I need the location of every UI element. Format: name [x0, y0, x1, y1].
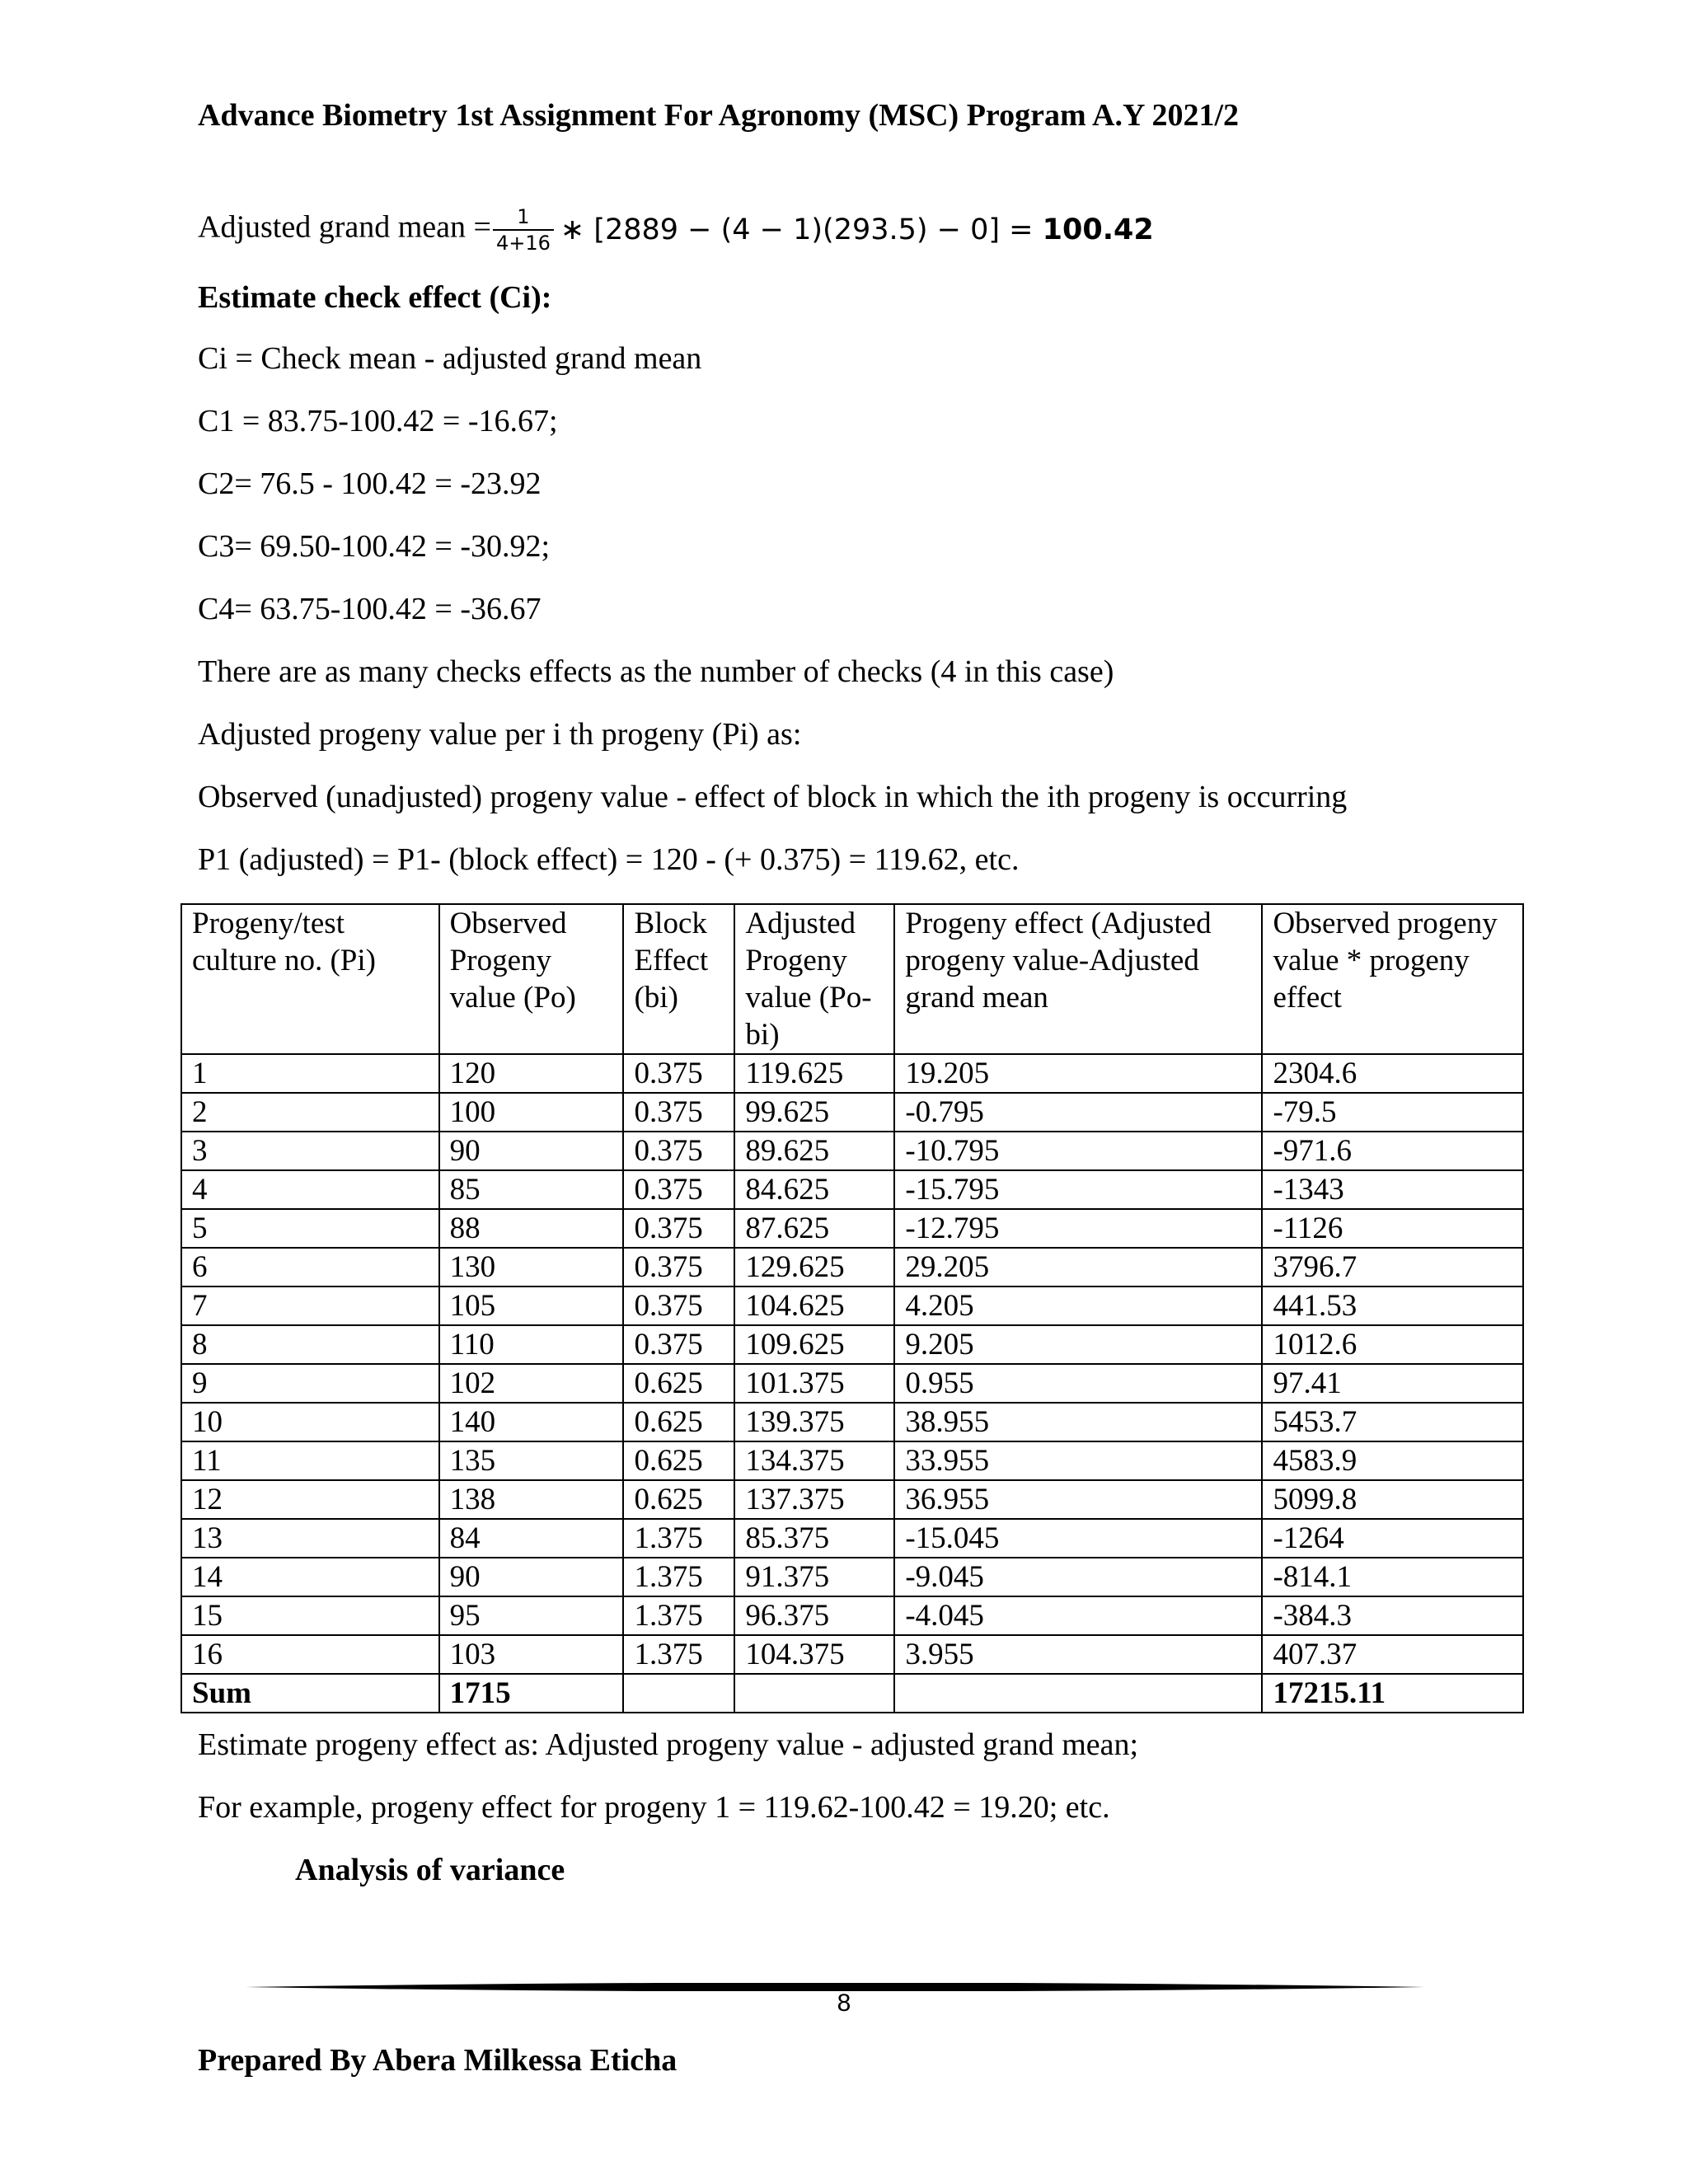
observed-times-effect-cell: -814.1: [1262, 1558, 1523, 1596]
table-row: [181, 1441, 1523, 1480]
adjusted-value-cell: 137.375: [734, 1480, 894, 1519]
adjusted-value-cell: 89.625: [734, 1132, 894, 1170]
observed-times-effect-cell: 5099.8: [1262, 1480, 1523, 1519]
observed-value-cell: 85: [439, 1170, 624, 1209]
observed-value-cell: 110: [439, 1325, 624, 1364]
observed-value-cell: 140: [439, 1403, 624, 1441]
observed-times-effect-cell: -1126: [1262, 1209, 1523, 1248]
progeny-no-cell: 7: [181, 1286, 439, 1325]
observed-times-effect-cell: 97.41: [1262, 1364, 1523, 1403]
page-number: 8: [837, 1990, 851, 2017]
block-effect-cell: 0.375: [623, 1325, 734, 1364]
observed-times-effect-cell: 2304.6: [1262, 1054, 1523, 1093]
progeny-no-cell: 1: [181, 1054, 439, 1093]
observed-times-effect-cell: 441.53: [1262, 1286, 1523, 1325]
block-effect-cell: 0.375: [623, 1054, 734, 1093]
table-row: [181, 1635, 1523, 1674]
header-progeny-effect: Progeny effect (Adjusted progeny value-Adjusted grand mean: [894, 904, 1262, 1054]
check-effect-c3: C3= 69.50-100.42 = -30.92;: [198, 529, 551, 564]
progeny-effect-cell: 36.955: [894, 1480, 1262, 1519]
table-row: [181, 1170, 1523, 1209]
sum-observed-value-cell: 1715: [439, 1674, 624, 1713]
table-row: [181, 1054, 1523, 1093]
progeny-effect-cell: 3.955: [894, 1635, 1262, 1674]
block-effect-cell: 0.625: [623, 1403, 734, 1441]
block-effect-cell: 1.375: [623, 1635, 734, 1674]
progeny-effect-cell: 19.205: [894, 1054, 1262, 1093]
progeny-effect-cell: -4.045: [894, 1596, 1262, 1635]
observed-value-cell: 105: [439, 1286, 624, 1325]
progeny-no-cell: 8: [181, 1325, 439, 1364]
table-row: [181, 1403, 1523, 1441]
observed-times-effect-cell: -971.6: [1262, 1132, 1523, 1170]
check-effect-heading: Estimate check effect (Ci):: [198, 280, 552, 315]
sum-progeny-effect-cell: [894, 1674, 1262, 1713]
progeny-effect-cell: -0.795: [894, 1093, 1262, 1132]
observed-value-cell: 130: [439, 1248, 624, 1286]
block-effect-cell: 0.375: [623, 1209, 734, 1248]
progeny-effect-cell: -12.795: [894, 1209, 1262, 1248]
table-row: [181, 1286, 1523, 1325]
progeny-no-cell: 4: [181, 1170, 439, 1209]
page-title: Advance Biometry 1st Assignment For Agronomy (MSC) Program A.Y 2021/2: [198, 98, 1240, 133]
observed-value-cell: 138: [439, 1480, 624, 1519]
header-adjusted-value: Adjusted Progeny value (Po- bi): [734, 904, 894, 1054]
adjusted-progeny-line3: P1 (adjusted) = P1- (block effect) = 120 - (+ 0.375) = 119.62, etc.: [198, 842, 1020, 877]
observed-times-effect-cell: 1012.6: [1262, 1325, 1523, 1364]
sum-block-effect-cell: [623, 1674, 734, 1713]
observed-times-effect-cell: 3796.7: [1262, 1248, 1523, 1286]
observed-value-cell: 84: [439, 1519, 624, 1558]
observed-times-effect-cell: -79.5: [1262, 1093, 1523, 1132]
sum-progeny-no-cell: Sum: [181, 1674, 439, 1713]
progeny-no-cell: 13: [181, 1519, 439, 1558]
block-effect-cell: 0.375: [623, 1170, 734, 1209]
observed-value-cell: 100: [439, 1093, 624, 1132]
check-effect-c1: C1 = 83.75-100.42 = -16.67;: [198, 404, 558, 438]
check-effect-note: There are as many checks effects as the number of checks (4 in this case): [198, 654, 1114, 689]
adjusted-value-cell: 139.375: [734, 1403, 894, 1441]
header-observed-value: Observed Progeny value (Po): [439, 904, 624, 1054]
progeny-effect-cell: 38.955: [894, 1403, 1262, 1441]
check-effect-c2: C2= 76.5 - 100.42 = -23.92: [198, 466, 542, 501]
progeny-no-cell: 12: [181, 1480, 439, 1519]
block-effect-cell: 0.625: [623, 1480, 734, 1519]
table-row: [181, 1364, 1523, 1403]
table-row: [181, 1248, 1523, 1286]
adjusted-value-cell: 91.375: [734, 1558, 894, 1596]
progeny-table: [181, 903, 1524, 1713]
observed-times-effect-cell: 407.37: [1262, 1635, 1523, 1674]
adjusted-value-cell: 134.375: [734, 1441, 894, 1480]
progeny-no-cell: 2: [181, 1093, 439, 1132]
block-effect-cell: 1.375: [623, 1558, 734, 1596]
table-row: [181, 1596, 1523, 1635]
block-effect-cell: 0.625: [623, 1441, 734, 1480]
observed-times-effect-cell: -1264: [1262, 1519, 1523, 1558]
observed-value-cell: 90: [439, 1558, 624, 1596]
adjusted-progeny-line2: Observed (unadjusted) progeny value - effect of block in which the ith progeny is occurring: [198, 780, 1348, 814]
block-effect-cell: 0.375: [623, 1093, 734, 1132]
progeny-no-cell: 16: [181, 1635, 439, 1674]
block-effect-cell: 1.375: [623, 1519, 734, 1558]
adjusted-grand-mean-formula: [198, 204, 1154, 270]
progeny-effect-cell: -15.045: [894, 1519, 1262, 1558]
adjusted-value-cell: 109.625: [734, 1325, 894, 1364]
table-sum-row: [181, 1674, 1523, 1713]
table-row: [181, 1480, 1523, 1519]
progeny-effect-line2: For example, progeny effect for progeny 1 = 119.62-100.42 = 19.20; etc.: [198, 1790, 1110, 1825]
progeny-no-cell: 11: [181, 1441, 439, 1480]
progeny-no-cell: 3: [181, 1132, 439, 1170]
fraction-denominator: 4+16: [495, 232, 551, 255]
observed-times-effect-cell: 4583.9: [1262, 1441, 1523, 1480]
header-block-effect: Block Effect (bi): [623, 904, 734, 1054]
adjusted-value-cell: 119.625: [734, 1054, 894, 1093]
adjusted-value-cell: 104.375: [734, 1635, 894, 1674]
formula-expression: [560, 213, 1154, 246]
observed-value-cell: 95: [439, 1596, 624, 1635]
table-header-row: [181, 904, 1523, 1054]
observed-value-cell: 120: [439, 1054, 624, 1093]
progeny-no-cell: 9: [181, 1364, 439, 1403]
progeny-effect-cell: -9.045: [894, 1558, 1262, 1596]
progeny-effect-cell: -15.795: [894, 1170, 1262, 1209]
observed-value-cell: 135: [439, 1441, 624, 1480]
sum-observed-times-effect-cell: 17215.11: [1262, 1674, 1523, 1713]
formula-result: 100.42: [1042, 213, 1154, 246]
adjusted-value-cell: 129.625: [734, 1248, 894, 1286]
observed-times-effect-cell: -1343: [1262, 1170, 1523, 1209]
observed-times-effect-cell: 5453.7: [1262, 1403, 1523, 1441]
progeny-no-cell: 15: [181, 1596, 439, 1635]
adjusted-value-cell: 85.375: [734, 1519, 894, 1558]
observed-value-cell: 102: [439, 1364, 624, 1403]
table-row: [181, 1093, 1523, 1132]
observed-value-cell: 88: [439, 1209, 624, 1248]
progeny-effect-cell: 9.205: [894, 1325, 1262, 1364]
progeny-effect-cell: 4.205: [894, 1286, 1262, 1325]
block-effect-cell: 0.375: [623, 1286, 734, 1325]
block-effect-cell: 1.375: [623, 1596, 734, 1635]
progeny-effect-cell: -10.795: [894, 1132, 1262, 1170]
progeny-no-cell: 5: [181, 1209, 439, 1248]
adjusted-value-cell: 84.625: [734, 1170, 894, 1209]
adjusted-value-cell: 96.375: [734, 1596, 894, 1635]
observed-value-cell: 90: [439, 1132, 624, 1170]
progeny-no-cell: 10: [181, 1403, 439, 1441]
adjusted-value-cell: 87.625: [734, 1209, 894, 1248]
table-row: [181, 1209, 1523, 1248]
adjusted-value-cell: 101.375: [734, 1364, 894, 1403]
progeny-no-cell: 14: [181, 1558, 439, 1596]
progeny-effect-cell: 0.955: [894, 1364, 1262, 1403]
fraction-numerator: 1: [493, 204, 554, 231]
header-observed-times-effect: Observed progeny value * progeny effect: [1262, 904, 1523, 1054]
block-effect-cell: 0.625: [623, 1364, 734, 1403]
progeny-effect-line1: Estimate progeny effect as: Adjusted progeny value - adjusted grand mean;: [198, 1727, 1139, 1762]
progeny-effect-cell: 33.955: [894, 1441, 1262, 1480]
formula-expression-text: ∗ [2889 − (4 − 1)(293.5) − 0] =: [560, 213, 1043, 246]
progeny-effect-cell: 29.205: [894, 1248, 1262, 1286]
table-row: [181, 1325, 1523, 1364]
block-effect-cell: 0.375: [623, 1132, 734, 1170]
footer-author: Prepared By Abera Milkessa Eticha: [198, 2043, 678, 2078]
observed-value-cell: 103: [439, 1635, 624, 1674]
header-progeny-no: Progeny/test culture no. (Pi): [181, 904, 439, 1054]
adjusted-progeny-line1: Adjusted progeny value per i th progeny (Pi) as:: [198, 717, 802, 752]
formula-fraction: [493, 204, 554, 255]
table-row: [181, 1519, 1523, 1558]
table-row: [181, 1558, 1523, 1596]
check-effect-c4: C4= 63.75-100.42 = -36.67: [198, 592, 542, 626]
progeny-no-cell: 6: [181, 1248, 439, 1286]
sum-adjusted-value-cell: [734, 1674, 894, 1713]
block-effect-cell: 0.375: [623, 1248, 734, 1286]
adjusted-value-cell: 104.625: [734, 1286, 894, 1325]
adjusted-value-cell: 99.625: [734, 1093, 894, 1132]
formula-label: Adjusted grand mean =: [198, 209, 491, 245]
table-row: [181, 1132, 1523, 1170]
check-effect-definition: Ci = Check mean - adjusted grand mean: [198, 341, 702, 376]
observed-times-effect-cell: -384.3: [1262, 1596, 1523, 1635]
anova-heading: Analysis of variance: [295, 1853, 565, 1887]
